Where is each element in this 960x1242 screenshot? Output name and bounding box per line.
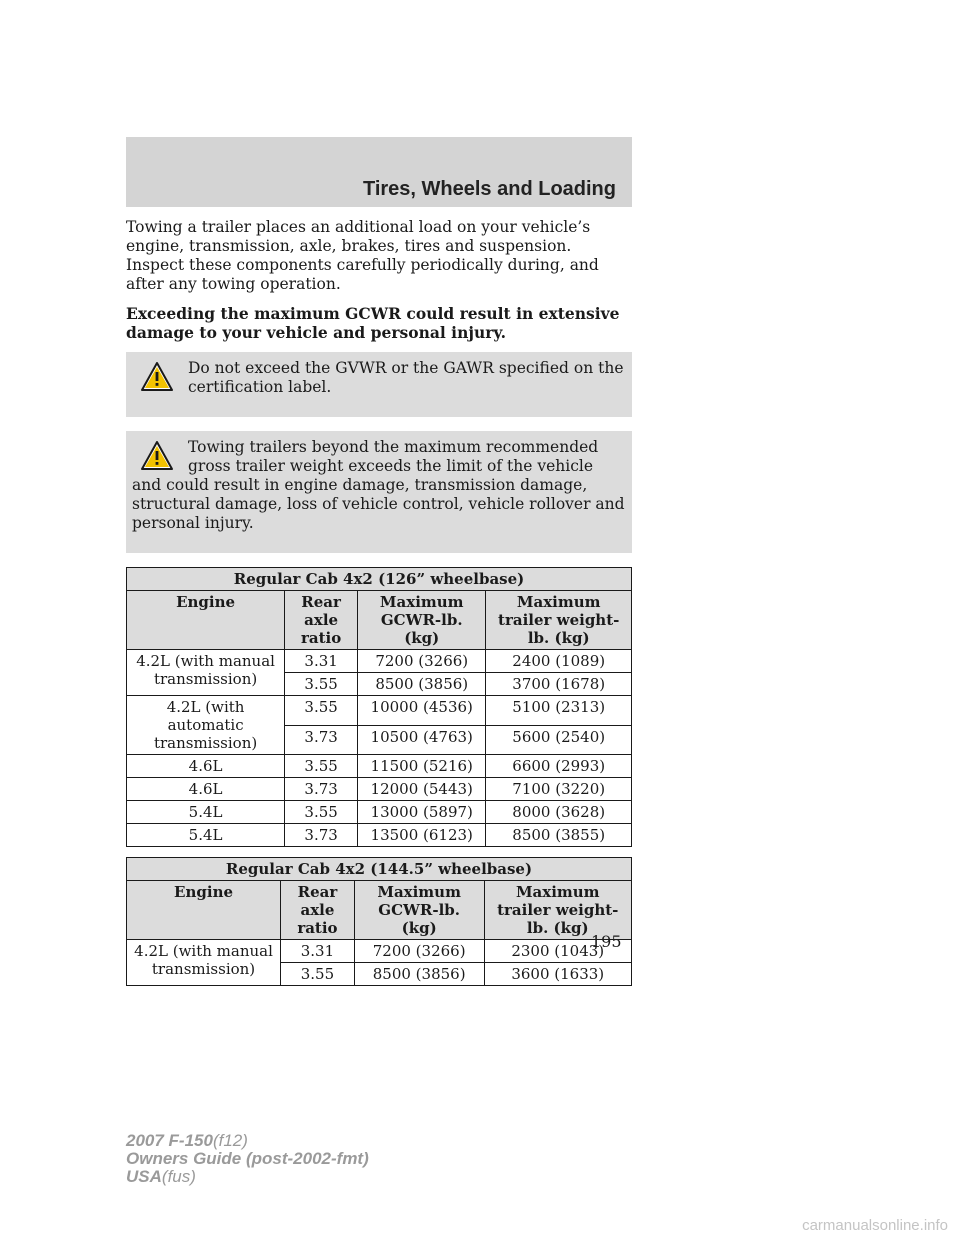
table-row [127, 801, 632, 824]
engine-cell: 4.2L (with automatic transmission) [127, 696, 285, 755]
table-caption: Regular Cab 4x2 (144.5” wheelbase) [127, 858, 632, 881]
footer-market: USA [126, 1167, 162, 1186]
data-cell: 13500 (6123) [358, 824, 486, 847]
data-cell: 6600 (2993) [486, 755, 632, 778]
column-header: Maximum GCWR-lb. (kg) [354, 881, 484, 940]
data-cell: 10000 (4536) [358, 696, 486, 726]
engine-cell: 4.6L [127, 778, 285, 801]
column-header: Engine [127, 881, 281, 940]
data-cell: 3.31 [285, 650, 358, 673]
data-cell: 7100 (3220) [486, 778, 632, 801]
warning-triangle-icon [140, 361, 174, 393]
data-cell: 3.55 [285, 673, 358, 696]
engine-cell: 5.4L [127, 801, 285, 824]
footer-model-code: (f12) [212, 1131, 248, 1150]
towing-table-126-wheelbase [126, 567, 632, 847]
table-caption-row [127, 568, 632, 591]
table-row [127, 940, 632, 963]
footer-guide: Owners Guide (post-2002-fmt) [126, 1149, 369, 1168]
engine-cell: 5.4L [127, 824, 285, 847]
watermark: carmanualsonline.info [802, 1217, 948, 1234]
data-cell: 3.73 [285, 725, 358, 755]
document-footer [126, 1132, 369, 1186]
table-row [127, 755, 632, 778]
data-cell: 3700 (1678) [486, 673, 632, 696]
towing-table-144-wheelbase [126, 857, 632, 986]
table-row [127, 778, 632, 801]
data-cell: 8500 (3856) [358, 673, 486, 696]
data-cell: 3.55 [285, 755, 358, 778]
page-number: 195 [591, 932, 622, 951]
data-cell: 8000 (3628) [486, 801, 632, 824]
footer-model: 2007 F-150 [126, 1131, 213, 1150]
table-header-row [127, 591, 632, 650]
warning-box-gvwr [126, 352, 632, 417]
warning-text-gvwr: Do not exceed the GVWR or the GAWR specified on the certification label. [188, 359, 624, 396]
engine-cell: 4.6L [127, 755, 285, 778]
data-cell: 11500 (5216) [358, 755, 486, 778]
table-header-row [127, 881, 632, 940]
column-header: Maximum trailer weight-lb. (kg) [484, 881, 632, 940]
data-cell: 12000 (5443) [358, 778, 486, 801]
footer-market-code: (fus) [161, 1167, 196, 1186]
data-cell: 3.73 [285, 824, 358, 847]
table-row [127, 824, 632, 847]
table-row [127, 696, 632, 726]
section-title: Tires, Wheels and Loading [362, 178, 616, 200]
column-header: Maximum trailer weight-lb. (kg) [486, 591, 632, 650]
data-cell: 3.73 [285, 778, 358, 801]
column-header: Maximum GCWR-lb. (kg) [358, 591, 486, 650]
column-header: Engine [127, 591, 285, 650]
table-caption: Regular Cab 4x2 (126” wheelbase) [127, 568, 632, 591]
data-cell: 5100 (2313) [486, 696, 632, 726]
data-cell: 7200 (3266) [354, 940, 484, 963]
data-cell: 8500 (3856) [354, 963, 484, 986]
column-header: Rear axle ratio [285, 591, 358, 650]
data-cell: 3600 (1633) [484, 963, 632, 986]
warning-triangle-icon [140, 440, 174, 472]
warning-text-towing: Towing trailers beyond the maximum recommended gross trailer weight exceeds the limit of the vehicle and could result in engine damage, transmission damage, structural damage, loss of vehicle control, vehicle rollover and personal injury. [132, 438, 625, 532]
data-cell: 3.55 [281, 963, 355, 986]
data-cell: 3.31 [281, 940, 355, 963]
data-cell: 3.55 [285, 696, 358, 726]
data-cell: 2300 (1043) [484, 940, 632, 963]
intro-paragraph: Towing a trailer places an additional load on your vehicle’s engine, transmission, axle, brakes, tires and suspension. Inspect these components carefully periodically during, and after any towing operation. [126, 218, 599, 293]
engine-cell: 4.2L (with manual transmission) [127, 940, 281, 986]
data-cell: 3.55 [285, 801, 358, 824]
data-cell: 5600 (2540) [486, 725, 632, 755]
table-row [127, 650, 632, 673]
data-cell: 10500 (4763) [358, 725, 486, 755]
section-header-band [126, 137, 632, 207]
data-cell: 7200 (3266) [358, 650, 486, 673]
page-content [126, 218, 632, 996]
data-cell: 2400 (1089) [486, 650, 632, 673]
engine-cell: 4.2L (with manual transmission) [127, 650, 285, 696]
warning-box-towing [126, 431, 632, 553]
gcwr-warning-paragraph: Exceeding the maximum GCWR could result in extensive damage to your vehicle and personal injury. [126, 304, 620, 342]
data-cell: 13000 (5897) [358, 801, 486, 824]
table-caption-row [127, 858, 632, 881]
data-cell: 8500 (3855) [486, 824, 632, 847]
column-header: Rear axle ratio [281, 881, 355, 940]
